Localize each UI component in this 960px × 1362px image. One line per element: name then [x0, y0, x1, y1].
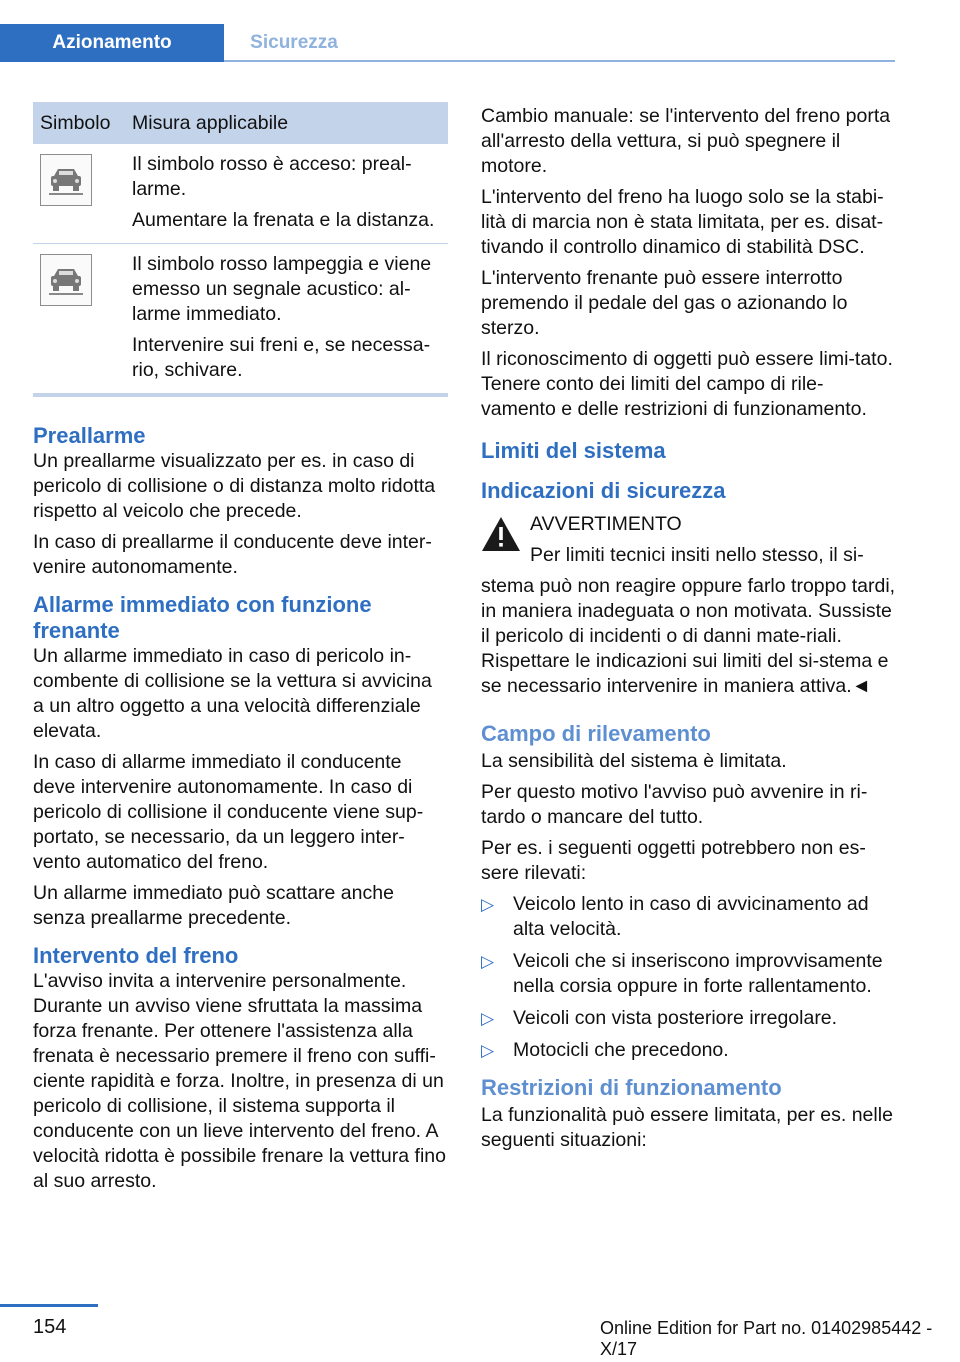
- tab-sicurezza[interactable]: Sicurezza: [250, 32, 338, 53]
- car-warning-icon: [40, 154, 92, 206]
- left-column: [33, 102, 448, 1200]
- paragraph: La funzionalità può essere limitata, per es. nelle seguenti situazioni:: [481, 1104, 893, 1151]
- list-item-text: Motocicli che precedono.: [513, 1039, 729, 1061]
- measure-cell: [132, 244, 448, 394]
- paragraph: Un preallarme visualizzato per es. in caso di pericolo di collisione o di distanza molto ridotta rispetto al veicolo che precede.: [33, 450, 436, 522]
- warning-text: stema può non reagire oppure farlo troppo tardi, in maniera inadeguata o non motivata. Sussiste il pericolo di incidenti o di danni mate-riali. Rispettare le indicazioni sui limiti del si-stema e se necessario intervenire in maniera attiva.◄: [481, 575, 896, 697]
- section-title-prealarm: Preallarme: [33, 423, 146, 448]
- paragraph: Cambio manuale: se l'intervento del freno porta all'arresto della vettura, si può spegnere il motore.: [481, 105, 891, 177]
- tab-azionamento[interactable]: Azionamento: [0, 24, 224, 62]
- list-item-text: Veicoli con vista posteriore irregolare.: [513, 1007, 838, 1029]
- bullet-triangle-icon: ▷: [481, 952, 495, 971]
- page-number-rule: [0, 1304, 98, 1307]
- measure-text: Il simbolo rosso è acceso: preal-larme.: [132, 153, 412, 200]
- section-title-limits: Limiti del sistema: [481, 438, 666, 463]
- paragraph: L'intervento del freno ha luogo solo se la stabi-lità di marcia non è stata limitata, per es. disat-tivando il controllo dinamico di stabilità DSC.: [481, 186, 884, 258]
- table-bottom-rule: [33, 393, 448, 397]
- warning-triangle-icon: [481, 516, 521, 552]
- paragraph: L'avviso invita a intervenire personalmente. Durante un avviso viene sfruttata la massima forza frenante. Per ottenere l'assistenza alla frenata è necessario premere il freno con suffi-ciente rapidità e forza. Inoltre, in presenza di un pericolo di collisione, il sistema supporta il conducente con un lieve intervento del freno. A velocità ridotta è possibile frenare la vettura fino al suo arresto.: [33, 970, 446, 1192]
- measure-text: Il simbolo rosso lampeggia e viene emesso un segnale acustico: al-larme immediato.: [132, 253, 432, 325]
- section-title-brake: Intervento del freno: [33, 943, 239, 968]
- symbol-cell: [33, 144, 132, 244]
- list-item-text: Veicolo lento in caso di avvicinamento ad alta velocità.: [513, 893, 869, 940]
- table-header-measure: Misura applicabile: [132, 102, 448, 144]
- paragraph: Per es. i seguenti oggetti potrebbero non es-sere rilevati:: [481, 837, 866, 884]
- paragraph: Un allarme immediato può scattare anche senza preallarme precedente.: [33, 882, 394, 929]
- paragraph: In caso di allarme immediato il conducente deve intervenire autonomamente. In caso di pericolo di collisione il conducente viene sup-portato, se necessario, da un leggero inter-vento automatico del freno.: [33, 751, 424, 873]
- measure-text: Intervenire sui freni e, se necessa-rio, schivare.: [132, 334, 431, 381]
- right-column: [481, 104, 896, 1159]
- table-header: [33, 102, 448, 144]
- list-item-text: Veicoli che si inseriscono improvvisamente nella corsia oppure in forte rallentamento.: [513, 950, 883, 997]
- table-row: [33, 144, 448, 244]
- subsection-title-restrictions: Restrizioni di funzionamento: [481, 1075, 782, 1100]
- subsection-title-range: Campo di rilevamento: [481, 721, 711, 746]
- bullet-triangle-icon: ▷: [481, 1009, 495, 1028]
- footer-edition: Online Edition for Part no. 01402985442 - X/17: [600, 1318, 933, 1359]
- table-row: [33, 244, 448, 394]
- symbol-cell: [33, 244, 132, 394]
- paragraph: Un allarme immediato in caso di pericolo in-combente di collisione se la vettura si avvicina a un altro oggetto a una velocità differenziale elevata.: [33, 645, 432, 742]
- measure-cell: [132, 144, 448, 244]
- paragraph: L'intervento frenante può essere interrotto premendo il pedale del gas o azionando lo sterzo.: [481, 267, 848, 339]
- bullet-triangle-icon: ▷: [481, 895, 495, 914]
- section-title-immediate: Allarme immediato con funzione frenante: [33, 592, 372, 643]
- measure-text: Aumentare la frenata e la distanza.: [132, 209, 435, 231]
- paragraph: Il riconoscimento di oggetti può essere limi-tato. Tenere conto dei limiti del campo di rile-vamento e delle restrizioni di funzionamento.: [481, 348, 893, 420]
- warning-text: Per limiti tecnici insiti nello stesso, il si-: [530, 544, 864, 566]
- list-item: [481, 1038, 896, 1063]
- bullet-triangle-icon: ▷: [481, 1041, 495, 1060]
- symbol-table: [33, 102, 448, 393]
- bullet-list: [481, 892, 896, 1063]
- warning-title: AVVERTIMENTO: [530, 513, 682, 535]
- header-tabs: [0, 0, 895, 62]
- subsection-title-safety: Indicazioni di sicurezza: [481, 478, 726, 503]
- warning-block: [481, 512, 896, 568]
- paragraph: Per questo motivo l'avviso può avvenire in ri-tardo o mancare del tutto.: [481, 781, 868, 828]
- car-warning-icon: [40, 254, 92, 306]
- list-item: [481, 1006, 896, 1031]
- tab-underline: [224, 60, 895, 62]
- table-header-symbol: Simbolo: [33, 102, 132, 144]
- list-item: [481, 892, 896, 942]
- paragraph: La sensibilità del sistema è limitata.: [481, 750, 787, 772]
- paragraph: In caso di preallarme il conducente deve inter-venire autonomamente.: [33, 531, 432, 578]
- list-item: [481, 949, 896, 999]
- page-number: 154: [33, 1316, 67, 1338]
